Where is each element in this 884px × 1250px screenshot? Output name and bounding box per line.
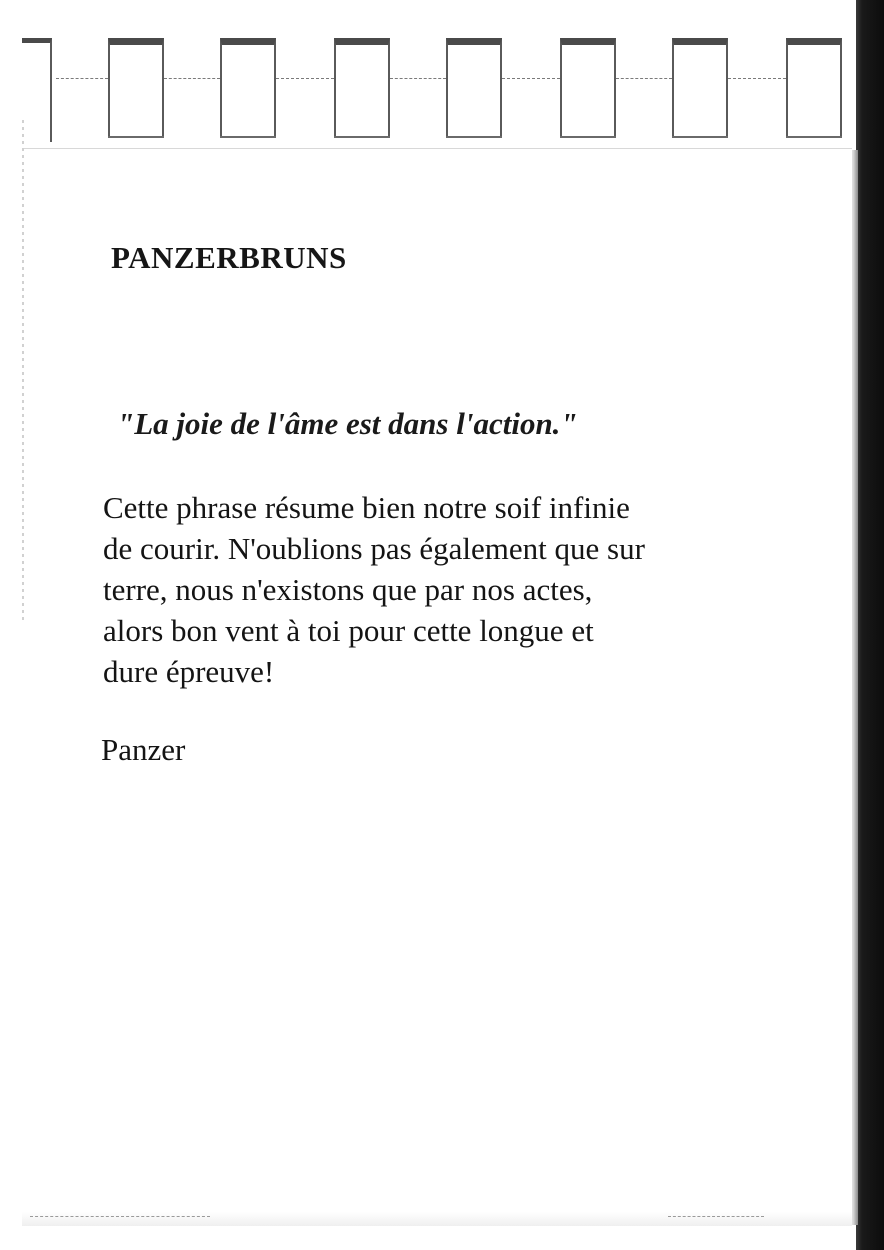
binding-perforation — [56, 78, 108, 79]
binding-perforation — [164, 78, 220, 79]
binding-perforation — [276, 78, 334, 79]
message-line: Cette phrase résume bien notre soif infinie — [103, 490, 630, 525]
binding-tab-partial — [22, 38, 52, 142]
binding-tab — [108, 38, 164, 138]
binding-tab — [672, 38, 728, 138]
page-title: PANZERBRUNS — [111, 240, 347, 275]
binding-perforation — [616, 78, 672, 79]
binding-tab — [560, 38, 616, 138]
message-line: dure épreuve! — [103, 654, 275, 689]
binding-tab — [446, 38, 502, 138]
spiral-binding — [22, 28, 858, 152]
bottom-perforation — [668, 1216, 764, 1217]
message-body — [103, 487, 793, 692]
message-line: terre, nous n'existons que par nos actes, — [103, 572, 593, 607]
binding-perforation — [728, 78, 786, 79]
message-line: de courir. N'oublions pas également que sur — [103, 531, 645, 566]
message-line: alors bon vent à toi pour cette longue et — [103, 613, 594, 648]
bottom-perforation — [30, 1216, 210, 1217]
binding-tab — [220, 38, 276, 138]
page-bottom-edge — [22, 1212, 852, 1226]
signature: Panzer — [101, 732, 186, 767]
scan-edge-shadow — [856, 0, 884, 1250]
binding-perforation — [390, 78, 446, 79]
binding-perforation — [502, 78, 560, 79]
binding-tab — [334, 38, 390, 138]
quote: "La joie de l'âme est dans l'action." — [117, 406, 578, 441]
binding-tab — [786, 38, 842, 138]
